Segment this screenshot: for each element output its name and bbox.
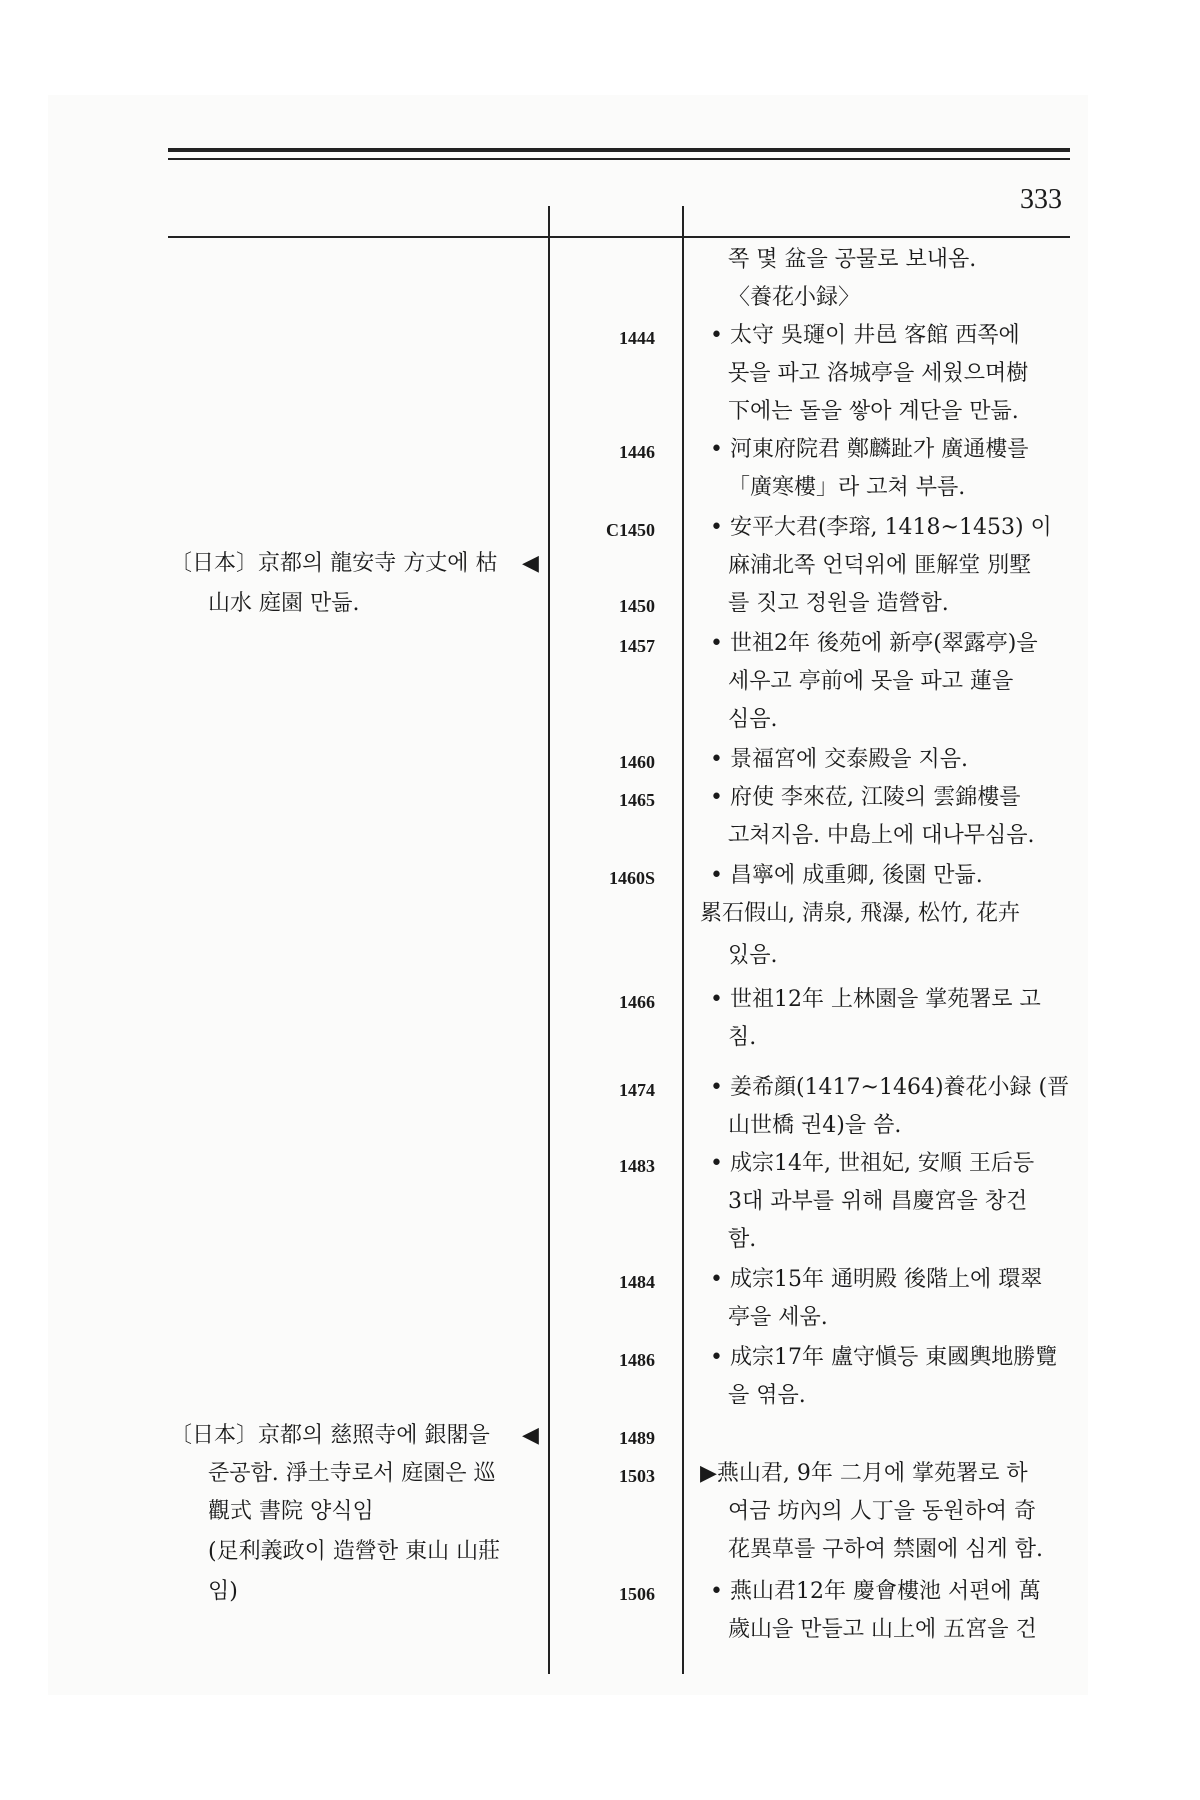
header-rule-thick — [168, 148, 1070, 152]
event-line: 여금 坊內의 人丁을 동원하여 奇 — [728, 1499, 1036, 1524]
event-line: 山世橋 권4)을 씀. — [728, 1113, 902, 1138]
world-event-line: 준공함. 淨土寺로서 庭園은 巡 — [208, 1461, 496, 1486]
event-line: • 景福宮에 交泰殿을 지음. — [710, 747, 968, 772]
year-label: 1457 — [619, 636, 655, 656]
world-event-line: 임) — [208, 1579, 238, 1604]
event-line: 고쳐지음. 中島上에 대나무심음. — [728, 823, 1035, 848]
year-label: 1506 — [619, 1584, 655, 1604]
year-label: 1474 — [619, 1080, 655, 1100]
event-line: ▶燕山君, 9年 二月에 掌苑署로 하 — [700, 1461, 1028, 1486]
event-line: 下에는 돌을 쌓아 계단을 만듦. — [728, 399, 1019, 424]
event-line: • 府使 李來莅, 江陵의 雲錦樓를 — [710, 785, 1021, 810]
year-label: 1465 — [619, 790, 655, 810]
table-header-rule — [168, 236, 1070, 238]
event-line: 세우고 亭前에 못을 파고 蓮을 — [728, 669, 1014, 694]
year-label: 1489 — [619, 1428, 655, 1448]
world-event-line: 〔日本〕京都의 龍安寺 方丈에 枯 — [170, 551, 498, 576]
event-line: 3대 과부를 위해 昌慶宮을 창건 — [728, 1189, 1028, 1214]
year-label: 1446 — [619, 442, 655, 462]
event-line: • 太守 吳璭이 井邑 客館 西쪽에 — [710, 323, 1020, 348]
event-line: 을 엮음. — [728, 1383, 806, 1408]
column-divider-right — [682, 206, 684, 1674]
world-event-line: 山水 庭園 만듦. — [208, 591, 360, 616]
event-line: 심음. — [728, 707, 778, 732]
year-label: 1450 — [619, 596, 655, 616]
event-line: 歲山을 만들고 山上에 五宮을 건 — [728, 1617, 1037, 1642]
event-line: 花異草를 구하여 禁園에 심게 함. — [728, 1537, 1043, 1562]
year-label: 1503 — [619, 1466, 655, 1486]
event-line: • 世祖12年 上林園을 掌苑署로 고 — [710, 987, 1041, 1012]
event-line: • 成宗15年 通明殿 後階上에 環翠 — [710, 1267, 1043, 1292]
event-line: 亭을 세움. — [728, 1305, 828, 1330]
year-label: 1460S — [608, 868, 655, 888]
event-line: 累石假山, 淸泉, 飛瀑, 松竹, 花卉 — [700, 901, 1020, 926]
column-divider-left — [548, 206, 550, 1674]
year-label: 1484 — [619, 1272, 655, 1292]
event-line: 를 짓고 정원을 造營함. — [728, 591, 949, 616]
event-line: 함. — [728, 1227, 757, 1252]
year-label: 1483 — [619, 1156, 655, 1176]
year-label: 1466 — [619, 992, 655, 1012]
page-number: 333 — [1020, 184, 1062, 215]
event-line: 「廣寒樓」라 고쳐 부름. — [728, 475, 966, 500]
event-line: • 河東府院君 鄭麟趾가 廣通樓를 — [710, 437, 1029, 462]
event-line: • 成宗14年, 世祖妃, 安順 王后등 — [710, 1151, 1035, 1176]
year-label: C1450 — [606, 520, 655, 540]
left-arrow-icon: ◀ — [522, 1423, 539, 1448]
header-rule-thin — [168, 158, 1070, 160]
event-line: 있음. — [728, 943, 778, 968]
world-event-line: 〔日本〕京都의 慈照寺에 銀閣을 — [170, 1423, 490, 1448]
event-line: • 安平大君(李瑢, 1418~1453) 이 — [710, 515, 1052, 540]
world-event-line: (足利義政이 造營한 東山 山莊 — [208, 1539, 501, 1564]
event-line: 〈養花小録〉 — [728, 285, 861, 310]
event-line: • 世祖2年 後苑에 新亭(翠露亭)을 — [710, 631, 1038, 656]
year-label: 1460 — [619, 752, 655, 772]
event-line: 못을 파고 洛城亭을 세웠으며樹 — [728, 361, 1029, 386]
world-event-line: 觀式 書院 양식임 — [208, 1499, 374, 1524]
year-label: 1486 — [619, 1350, 655, 1370]
left-arrow-icon: ◀ — [522, 551, 539, 576]
year-label: 1444 — [619, 328, 655, 348]
event-line: • 成宗17年 盧守愼등 東國輿地勝覽 — [710, 1345, 1058, 1370]
event-line: • 昌寧에 成重卿, 後園 만듦. — [710, 863, 983, 888]
event-line: 쪽 몇 盆을 공물로 보내옴. — [728, 247, 977, 272]
event-line: 麻浦北쪽 언덕위에 匪解堂 別墅 — [728, 553, 1032, 578]
event-line: • 燕山君12年 慶會樓池 서편에 萬 — [710, 1579, 1041, 1604]
event-line: 침. — [728, 1025, 757, 1050]
event-line: • 姜希顔(1417~1464)養花小録 (晋 — [710, 1075, 1070, 1100]
